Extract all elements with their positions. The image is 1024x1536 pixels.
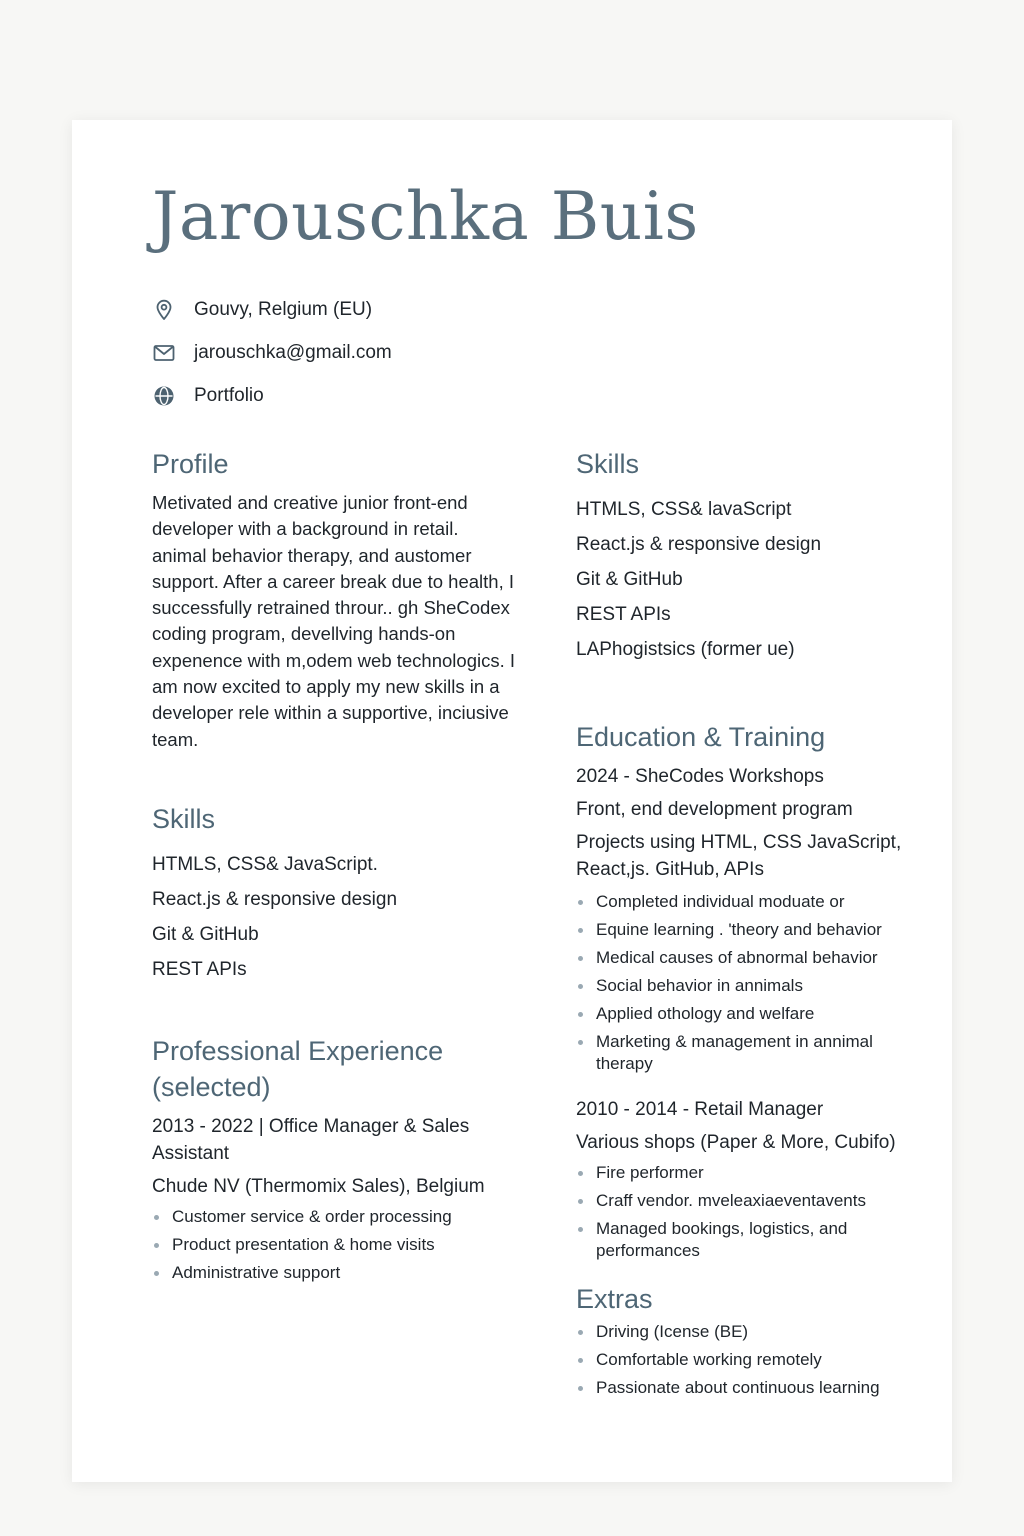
- resume-page: [72, 120, 952, 1482]
- contact-email[interactable]: [152, 331, 392, 374]
- skills-section-left: [152, 801, 517, 987]
- job-years: 2013 - 2022 |: [152, 1115, 264, 1137]
- skills-section-right: [576, 446, 916, 667]
- skill-item: REST APIs: [152, 958, 247, 980]
- education-bullet: Applied othology and welfare: [576, 1003, 916, 1025]
- skill-item: REST APIs: [576, 604, 671, 625]
- education-bullet: Marketing & management in annimal therapy: [576, 1031, 916, 1074]
- extras-bullet: Comfortable working remotely: [576, 1349, 916, 1371]
- skill-item: HTMLS, CSS& JavaScript.: [152, 853, 378, 875]
- education-projects: Projects using HTML, CSS JavaScript, React,js. GitHub, APIs: [576, 832, 902, 880]
- skill-item: HTMLS, CSS& lavaScript: [576, 499, 792, 520]
- profile-heading: Profile: [152, 449, 229, 479]
- job-bullet: Customer service & order processing: [152, 1206, 517, 1228]
- education-heading: Education & Training: [576, 722, 826, 752]
- experience-heading-line1: Professional Experience: [152, 1035, 444, 1066]
- education-bullet: Equine learning . 'theory and behavior: [576, 919, 916, 941]
- globe-icon: [152, 384, 176, 408]
- skill-item: LAPhogistsics (former ue): [576, 639, 795, 660]
- retail-bullets: [576, 1162, 916, 1261]
- job-header: [152, 1113, 517, 1167]
- skills-heading-left: Skills: [152, 803, 216, 834]
- job-company: Chude NV (Thermomix Sales), Belgium: [152, 1175, 485, 1197]
- left-column: [152, 446, 517, 1290]
- profile-text: Metivated and creative junior front-end developer with a background in retail. animal behavior therapy, and austomer support. After a career break due to health, I successfully retrained throur.. gh SheCodex coding program, devellving hands-on expenence with m,odem web technologics. I am now excited to apply my new skills in a developer rele within a supportive, inciusive team.: [152, 492, 516, 750]
- location-pin-icon: [152, 298, 176, 322]
- education-bullet: Social behavior in annimals: [576, 975, 916, 997]
- job-bullets: [152, 1206, 517, 1284]
- education-subtitle: Front, end development program: [576, 799, 853, 820]
- envelope-icon: [152, 341, 176, 365]
- retail-bullet: Managed bookings, logistics, and performances: [576, 1218, 916, 1261]
- job-bullet: Administrative support: [152, 1262, 517, 1284]
- contact-portfolio-link[interactable]: Portfolio: [194, 384, 264, 406]
- retail-subtitle: Various shops (Paper & More, Cubifo): [576, 1132, 896, 1153]
- experience-heading-line2: (selected): [152, 1071, 271, 1102]
- extras-bullet: Passionate about continuous learning: [576, 1377, 916, 1399]
- right-column: [576, 446, 916, 1405]
- experience-heading: [152, 1033, 517, 1105]
- skills-list-right: [576, 492, 916, 667]
- job-title: Office Manager & Sales Assistant: [152, 1115, 470, 1164]
- skill-item: React.js & responsive design: [576, 534, 822, 555]
- retail-bullet: Fire performer: [576, 1162, 916, 1184]
- extras-bullets: [576, 1321, 916, 1399]
- retail-bullet: Craff vendor. mveleaxiaeventavents: [576, 1190, 916, 1212]
- contact-email-link[interactable]: jarouschka@gmail.com: [194, 341, 392, 363]
- skills-list-left: [152, 847, 517, 987]
- skill-item: Git & GitHub: [152, 923, 259, 945]
- resume-name: Jarouschka Buis: [152, 178, 699, 255]
- extras-heading: Extras: [576, 1284, 653, 1314]
- contact-list: [152, 288, 392, 417]
- education-bullet: Medical causes of abnormal behavior: [576, 947, 916, 969]
- job-bullet: Product presentation & home visits: [152, 1234, 517, 1256]
- contact-portfolio[interactable]: [152, 374, 392, 417]
- experience-section: [152, 1033, 517, 1284]
- education-title: 2024 - SheCodes Workshops: [576, 766, 824, 787]
- retail-section: [576, 1096, 916, 1261]
- skills-heading-right: Skills: [576, 449, 640, 479]
- education-bullets: [576, 891, 916, 1074]
- extras-section: [576, 1281, 916, 1399]
- extras-bullet: Driving (Icense (BE): [576, 1321, 916, 1343]
- retail-title: 2010 - 2014 - Retail Manager: [576, 1099, 824, 1120]
- education-bullet: Completed individual moduate or: [576, 891, 916, 913]
- profile-section: [152, 446, 517, 753]
- contact-location: [152, 288, 392, 331]
- education-section: [576, 719, 916, 1074]
- contact-location-text: Gouvy, Relgium (EU): [194, 298, 373, 320]
- skill-item: Git & GitHub: [576, 569, 683, 590]
- skill-item: React.js & responsive design: [152, 888, 398, 910]
